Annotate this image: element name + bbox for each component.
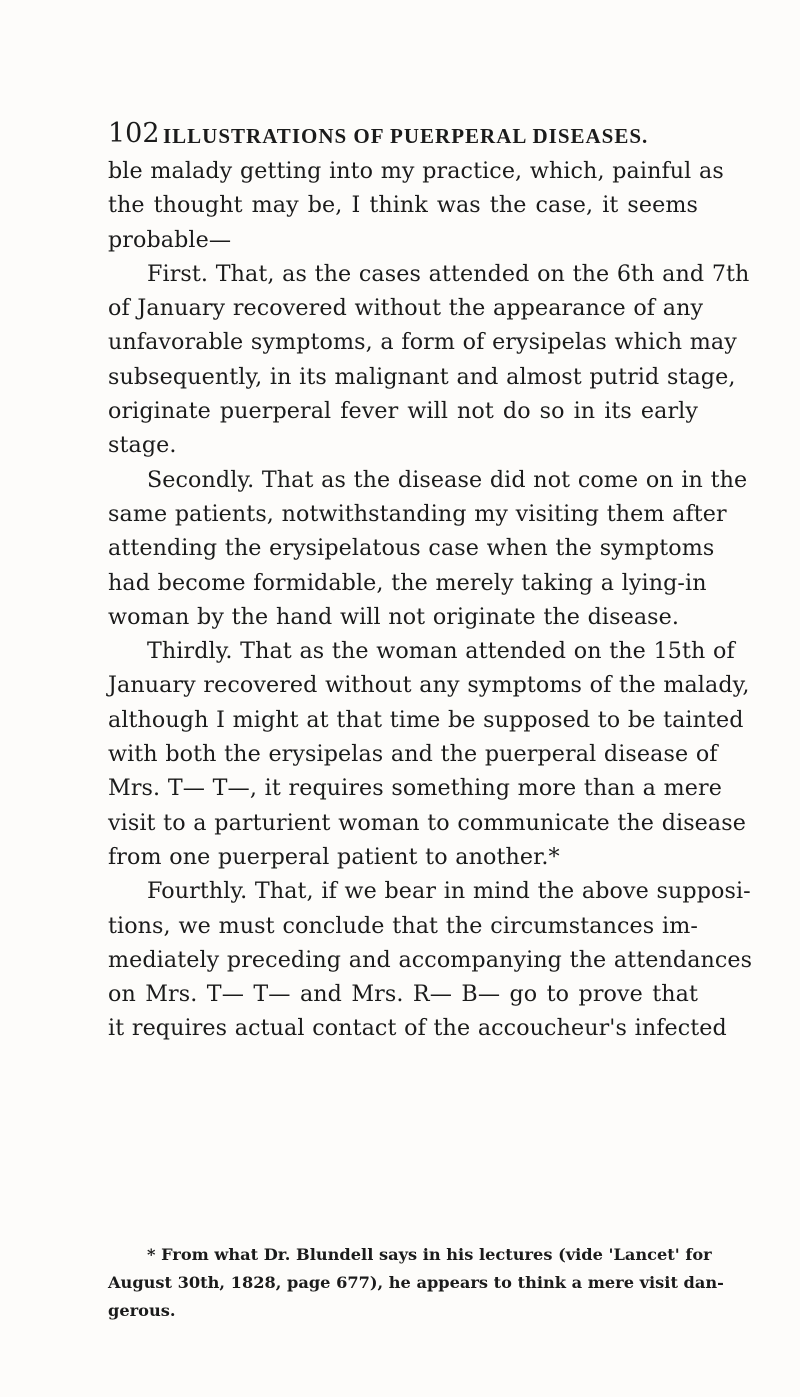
text-line: Secondly. That as the disease did not come on in the (147, 466, 748, 493)
text-line: unfavorable symptoms, a form of erysipelas which may (108, 329, 737, 356)
footnote-line: * From what Dr. Blundell says in his lectures (vide 'Lancet' for (147, 1245, 712, 1264)
text-line: Fourthly. That, if we bear in mind the above supposi- (147, 878, 751, 905)
page-number: 102 (108, 118, 160, 149)
footnote-line: August 30th, 1828, page 677), he appears to think a mere visit dan- (108, 1273, 724, 1292)
text-line: probable— (108, 226, 232, 253)
footnote (108, 1241, 724, 1325)
text-line: ble malady getting into my practice, which, painful as (108, 158, 724, 184)
text-line: mediately preceding and accompanying the attendances (108, 946, 753, 973)
text-line: the thought may be, I think was the case, it seems (108, 192, 698, 219)
body-text (108, 154, 753, 1046)
text-line: subsequently, in its malignant and almost putrid stage, (108, 363, 736, 390)
text-line: tions, we must conclude that the circumstances im- (108, 912, 698, 939)
text-line: attending the erysipelatous case when the symptoms (108, 535, 715, 562)
footnote-line: gerous. (108, 1301, 176, 1320)
page-header (108, 118, 708, 158)
text-line: woman by the hand will not originate the disease. (108, 603, 680, 630)
text-line: with both the erysipelas and the puerperal disease of (108, 741, 718, 768)
text-line: January recovered without any symptoms of the malady, (108, 672, 750, 699)
text-line: although I might at that time be supposed to be tainted (108, 706, 744, 733)
text-line: visit to a parturient woman to communicate the disease (108, 809, 746, 836)
text-line: it requires actual contact of the accoucheur's infected (108, 1015, 727, 1042)
text-line: on Mrs. T— T— and Mrs. R— B— go to prove that (108, 981, 698, 1008)
text-line: First. That, as the cases attended on the 6th and 7th (147, 260, 750, 287)
running-title: ILLUSTRATIONS OF PUERPERAL DISEASES. (163, 124, 649, 148)
text-line: same patients, notwithstanding my visiting them after (108, 500, 727, 527)
text-line: Thirdly. That as the woman attended on the 15th of (147, 638, 735, 665)
text-line: stage. (108, 432, 177, 459)
text-line: originate puerperal fever will not do so in its early (108, 398, 698, 425)
text-line: had become formidable, the merely taking a lying-in (108, 569, 707, 596)
text-line: of January recovered without the appearance of any (108, 295, 704, 322)
text-line: from one puerperal patient to another.* (108, 843, 560, 870)
text-line: Mrs. T— T—, it requires something more than a mere (108, 775, 722, 802)
